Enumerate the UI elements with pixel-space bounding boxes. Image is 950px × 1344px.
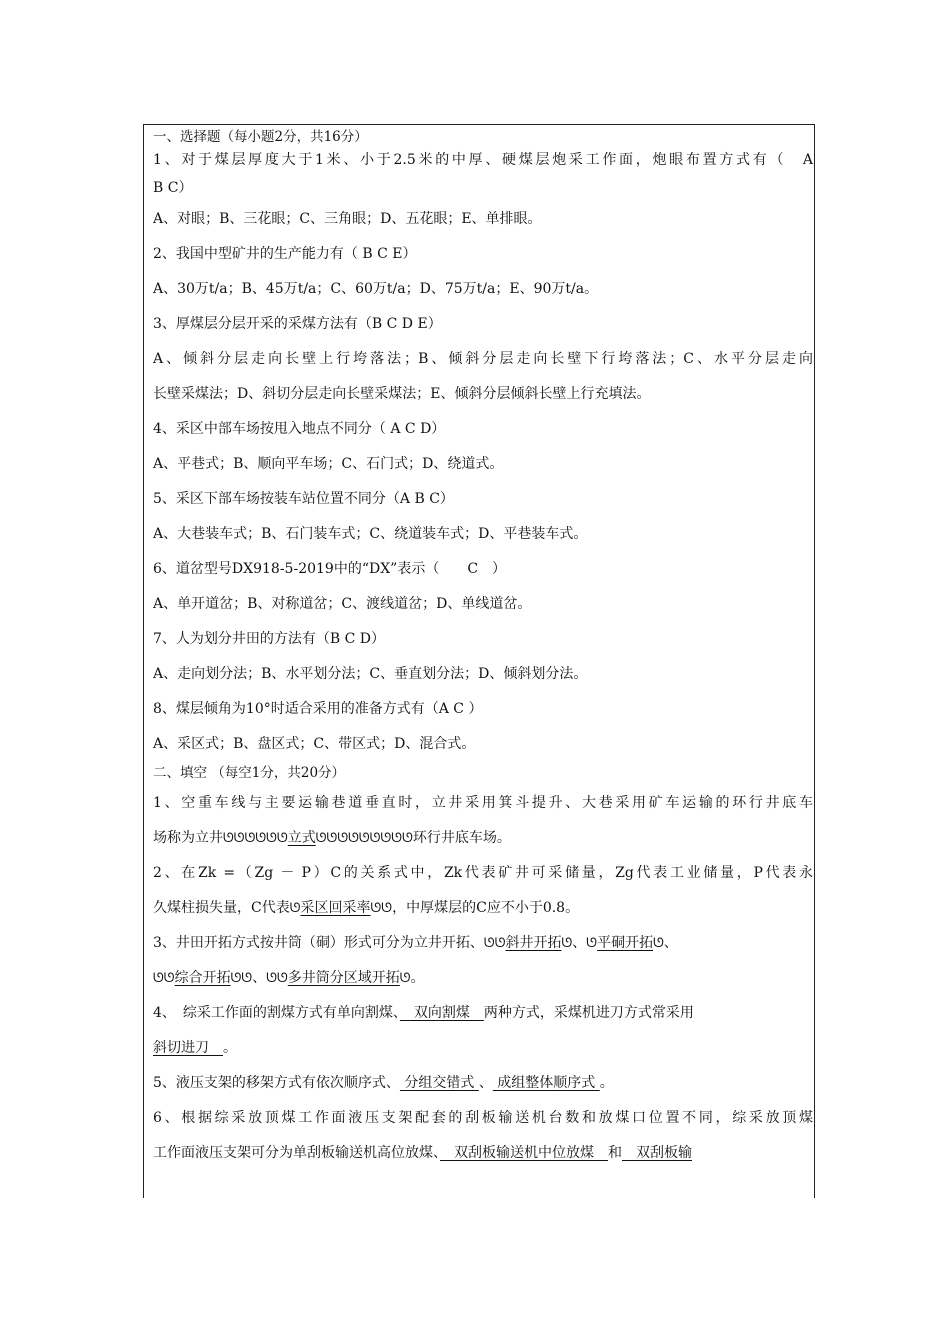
fill-6-line-2 <box>153 1136 813 1171</box>
fill-5-prefix: 5、液压支架的移架方式有依次顺序式、 <box>153 1075 400 1091</box>
fill-5 <box>153 1066 813 1101</box>
fill-2-symbols-b: ᘎᘎ <box>370 901 393 916</box>
fill-3-answer-3: 综合开拓 <box>174 970 231 986</box>
fill-3-answer-2: 平硐开拓 <box>597 935 654 951</box>
fill-3-symbols-8: ᘎ <box>399 971 411 986</box>
question-1-line-2: B C） <box>153 180 193 196</box>
question-3-options-line-1: A、倾斜分层走向长壁上行垮落法；B、倾斜分层走向长壁下行垮落法；C、水平分层走向 <box>153 351 813 367</box>
fill-3-symbols-7: ᘎᘎ <box>266 971 288 986</box>
fill-3-line-2 <box>153 961 813 996</box>
fill-3-answer-1: 斜井开拓 <box>505 935 562 951</box>
fill-2-line-2 <box>153 891 813 926</box>
fill-2-prefix: 久煤柱损失量，C代表 <box>153 900 290 916</box>
fill-5-answer-2: 成组整体顺序式 <box>492 1075 600 1091</box>
fill-6-prefix: 工作面液压支架可分为单刮板输送机高位放煤、 <box>153 1145 440 1161</box>
exam-table-cell <box>143 124 815 1198</box>
fill-3-symbols-6: ᘎᘎ <box>230 971 253 986</box>
question-5-options: A、大巷装车式；B、石门装车式；C、绕道装车式；D、平巷装车式。 <box>153 526 588 542</box>
question-1-line-1: 1、对于煤层厚度大于1米、小于2.5米的中厚、硬煤层炮采工作面，炮眼布置方式有（ A <box>153 152 813 168</box>
fill-6-line-1: 6、根据综采放顶煤工作面液压支架配套的刮板输送机台数和放煤口位置不同，综采放顶煤 <box>153 1110 813 1126</box>
question-3-options-line-2: 长壁采煤法；D、斜切分层走向长壁采煤法；E、倾斜分层倾斜长壁上行充填法。 <box>153 386 651 402</box>
fill-1-line-2 <box>153 821 813 856</box>
question-8-options: A、采区式；B、盘区式；C、带区式；D、混合式。 <box>153 736 476 752</box>
fill-6-answer-2: 双刮板输 <box>622 1145 692 1161</box>
fill-2-answer: 采区回采率 <box>300 900 371 916</box>
fill-3-symbols-5: ᘎᘎ <box>153 971 175 986</box>
fill-5-end: 。 <box>599 1075 614 1091</box>
fill-1-line-1: 1、空重车线与主要运输巷道垂直时，立井采用箕斗提升、大巷采用矿车运输的环行井底车 <box>153 795 813 811</box>
fill-6-answer-1: 双刮板输送机中位放煤 <box>440 1145 608 1161</box>
fill-1-answer: 立式 <box>287 830 316 846</box>
fill-1-prefix: 场称为立井 <box>153 830 223 846</box>
question-2: 2、我国中型矿井的生产能力有（ B C E） <box>153 246 417 262</box>
fill-4-line-2 <box>153 1031 813 1066</box>
fill-4-line-1 <box>153 996 813 1031</box>
fill-2-symbols-a: ᘎ <box>289 901 301 916</box>
fill-3-sep-3: 、 <box>252 970 267 986</box>
question-7: 7、人为划分井田的方法有（B C D） <box>153 631 386 647</box>
question-6-options: A、单开道岔；B、对称道岔；C、渡线道岔；D、单线道岔。 <box>153 596 532 612</box>
fill-5-answer-1: 分组交错式 <box>399 1075 479 1091</box>
fill-2-line-1: 2、在Zk =（Zg － P）C的关系式中，Zk代表矿井可采储量，Zg代表工业储量，P代表永 <box>153 865 813 881</box>
fill-3-symbols-2: ᘎ <box>561 936 573 951</box>
question-8: 8、煤层倾角为10°时适合采用的准备方式有（A C ） <box>153 701 483 717</box>
question-5: 5、采区下部车场按装车站位置不同分（A B C） <box>153 491 454 507</box>
section-heading-fill: 二、填空 （每空1分，共20分） <box>153 765 346 781</box>
fill-5-sep: 、 <box>478 1075 493 1091</box>
fill-3-symbols-4: ᘎ <box>653 936 664 951</box>
fill-3-symbols-3: ᘎ <box>586 936 598 951</box>
fill-3-symbols-1: ᘎᘎ <box>483 936 506 951</box>
question-1-options: A、对眼；B、三花眼；C、三角眼；D、五花眼；E、单排眼。 <box>153 211 542 227</box>
question-4-options: A、平巷式；B、顺向平车场；C、石门式；D、绕道式。 <box>153 456 504 472</box>
fill-4-prefix: 4、 综采工作面的割煤方式有单向割煤、 <box>153 1005 400 1021</box>
fill-3-prefix: 3、井田开拓方式按井筒（硐）形式可分为立井开拓、 <box>153 935 484 951</box>
question-3: 3、厚煤层分层开采的采煤方法有（B C D E） <box>153 316 442 332</box>
question-7-options: A、走向划分法；B、水平划分法；C、垂直划分法；D、倾斜划分法。 <box>153 666 588 682</box>
fill-3-sep-2: 、 <box>663 935 678 951</box>
fill-4-middle: 两种方式，采煤机进刀方式常采用 <box>483 1005 694 1021</box>
fill-1-symbols-a: ᘎᘎᘎᘎᘎᘎ <box>223 831 288 846</box>
question-2-options: A、30万t/a；B、45万t/a；C、60万t/a；D、75万t/a；E、90万t/a。 <box>153 281 599 297</box>
question-6: 6、道岔型号DX918-5-2019中的“DX”表示（ C ） <box>153 561 507 577</box>
fill-2-suffix: ，中厚煤层的C应不小于0.8。 <box>392 900 580 916</box>
fill-4-end: 。 <box>223 1040 237 1056</box>
fill-1-suffix: 环行井底车场。 <box>412 830 511 846</box>
fill-4-answer-2: 斜切进刀 <box>153 1040 223 1056</box>
fill-6-and: 和 <box>608 1145 622 1161</box>
fill-4-answer-1: 双向割煤 <box>399 1005 484 1021</box>
section-heading-choice: 一、选择题（每小题2分，共16分） <box>153 129 368 145</box>
fill-1-symbols-b: ᘎᘎᘎᘎᘎᘎᘎᘎᘎ <box>315 831 413 846</box>
question-4: 4、采区中部车场按甩入地点不同分（ A C D） <box>153 421 446 437</box>
fill-3-line-1 <box>153 926 813 961</box>
fill-3-sep-1: 、 <box>572 935 587 951</box>
fill-3-answer-4: 多井筒分区域开拓 <box>287 970 400 986</box>
fill-3-end: 。 <box>410 970 425 986</box>
